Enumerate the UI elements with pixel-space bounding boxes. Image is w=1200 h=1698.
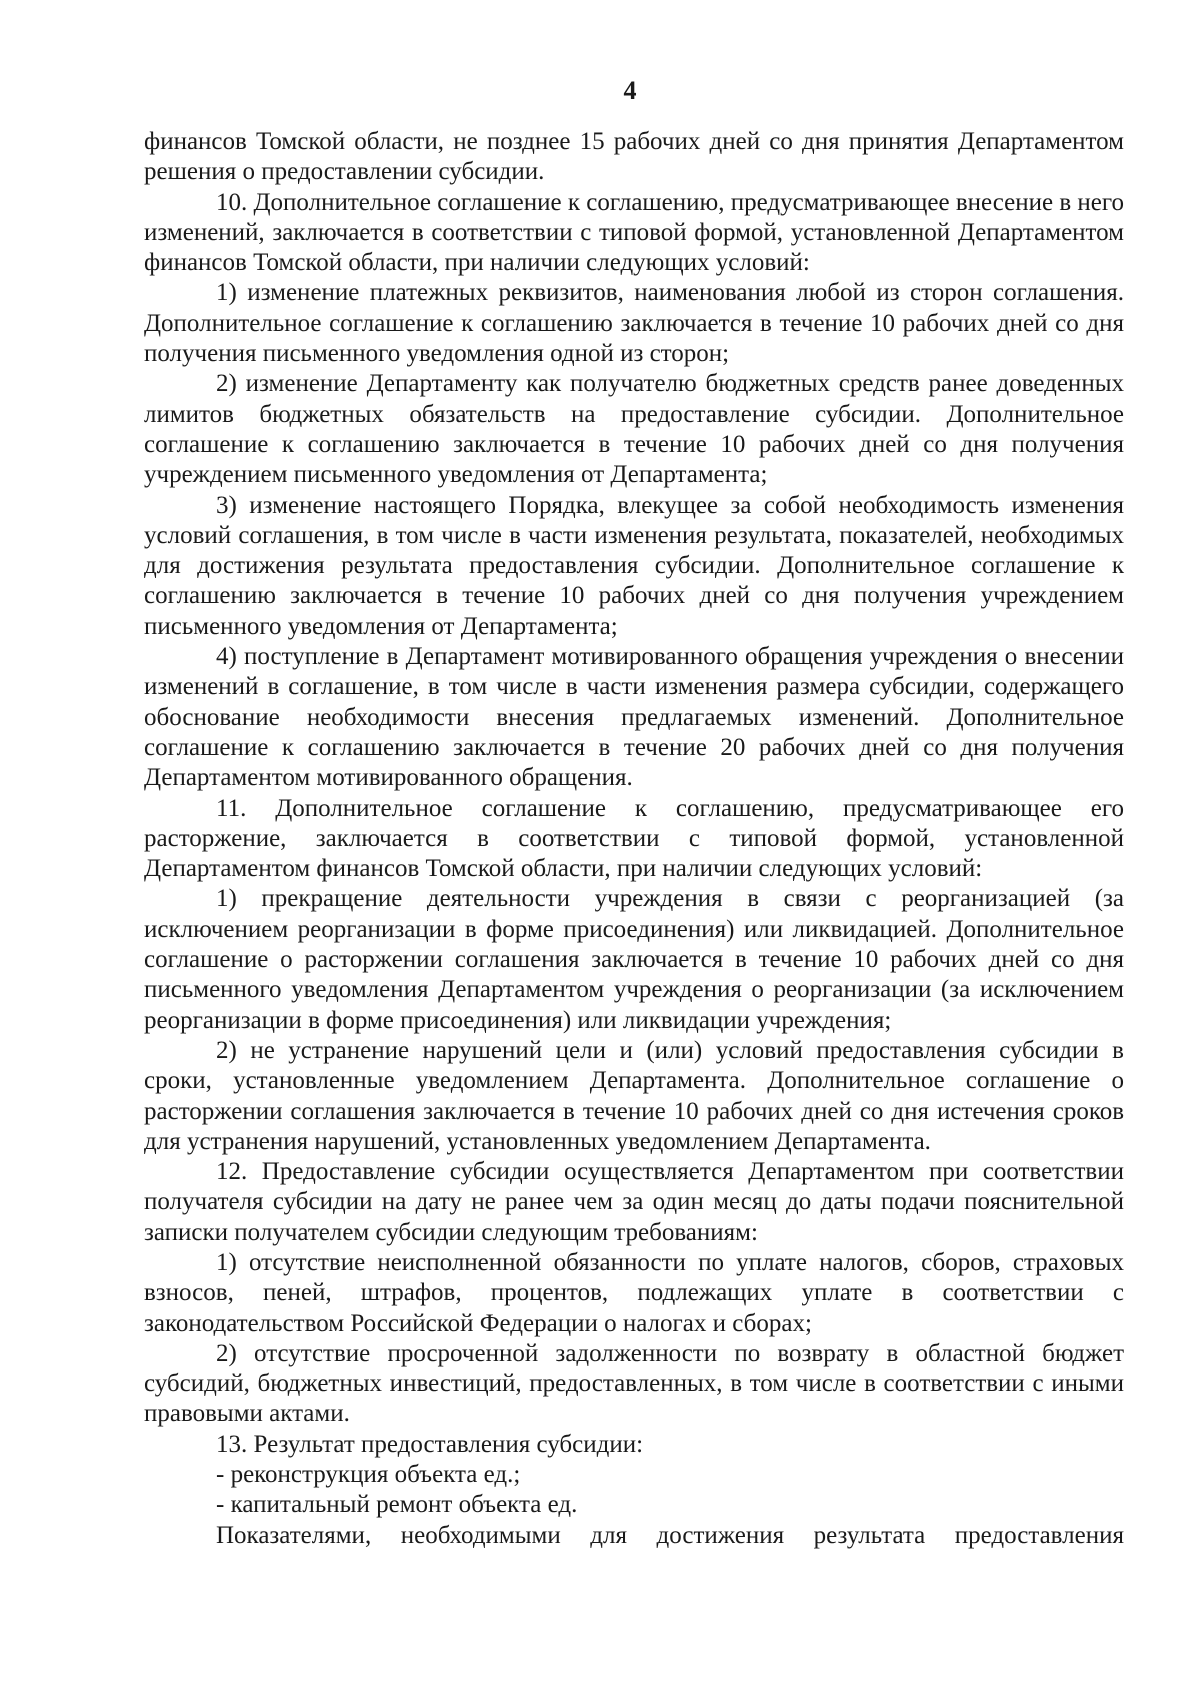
list-item-capital-repair: - капитальный ремонт объекта ед. [216, 1491, 578, 1519]
paragraph-clause-12-item-1: 1) отсутствие неисполненной обязанности по уплате налогов, сборов, страховых взносов, пеней, штрафов, процентов, подлежащих уплате в соответствии с законодательством Российской Федерации о налогах и сборах; [144, 1248, 1124, 1337]
paragraph-clause-12-item-2: 2) отсутствие просроченной задолженности по возврату в областной бюджет субсидий, бюджетных инвестиций, предоставленных, в том числе в соответствии с иными правовыми актами. [144, 1339, 1124, 1428]
paragraph-clause-10: 10. Дополнительное соглашение к соглашению, предусматривающее внесение в него изменений, заключается в соответствии с типовой формой, установленной Департаментом финансов Томской области, при наличии следующих условий: [144, 188, 1124, 277]
paragraph-clause-13: 13. Результат предоставления субсидии: [216, 1430, 644, 1458]
paragraph-continuation: финансов Томской области, не позднее 15 рабочих дней со дня принятия Департаментом решения о предоставлении субсидии. [144, 128, 1124, 186]
page-number: 4 [623, 76, 637, 105]
paragraph-clause-11-item-1: 1) прекращение деятельности учреждения в связи с реорганизацией (за исключением реорганизации в форме присоединения) или ликвидацией. Дополнительное соглашение о расторжении соглашения заключается в течение 10 рабочих дней со дня письменного уведомления Департаментом учреждения о реорганизации (за исключением реорганизации в форме присоединения) или ликвидации учреждения; [144, 885, 1124, 1034]
paragraph-clause-11: 11. Дополнительное соглашение к соглашению, предусматривающее его расторжение, заключается в соответствии с типовой формой, установленной Департаментом финансов Томской области, при наличии следующих условий: [144, 794, 1124, 883]
paragraph-clause-10-item-4: 4) поступление в Департамент мотивированного обращения учреждения о внесении изменений в соглашение, в том числе в части изменения размера субсидии, содержащего обоснование необходимости внесения предлагаемых изменений. Дополнительное соглашение к соглашению заключается в течение 20 рабочих дней со дня получения Департаментом мотивированного обращения. [144, 643, 1124, 792]
paragraph-indicators: Показателями, необходимыми для достижения результата предоставления [216, 1521, 1124, 1549]
document-body [144, 127, 1124, 1551]
paragraph-clause-10-item-3: 3) изменение настоящего Порядка, влекущее за собой необходимость изменения условий соглашения, в том числе в части изменения результата, показателей, необходимых для достижения результата предоставления субсидии. Дополнительное соглашение к соглашению заключается в течение 10 рабочих дней со дня получения учреждением письменного уведомления от Департамента; [144, 491, 1124, 640]
list-item-reconstruction: - реконструкция объекта ед.; [216, 1461, 521, 1489]
paragraph-clause-10-item-1: 1) изменение платежных реквизитов, наименования любой из сторон соглашения. Дополнительное соглашение к соглашению заключается в течение 10 рабочих дней со дня получения письменного уведомления одной из сторон; [144, 279, 1124, 368]
paragraph-clause-10-item-2: 2) изменение Департаменту как получателю бюджетных средств ранее доведенных лимитов бюджетных обязательств на предоставление субсидии. Дополнительное соглашение к соглашению заключается в течение 10 рабочих дней со дня получения учреждением письменного уведомления от Департамента; [144, 370, 1124, 489]
paragraph-clause-11-item-2: 2) не устранение нарушений цели и (или) условий предоставления субсидии в сроки, установленные уведомлением Департамента. Дополнительное соглашение о расторжении соглашения заключается в течение 10 рабочих дней со дня истечения сроков для устранения нарушений, установленных уведомлением Департамента. [144, 1036, 1124, 1155]
paragraph-clause-12: 12. Предоставление субсидии осуществляется Департаментом при соответствии получателя субсидии на дату не ранее чем за один месяц до даты подачи пояснительной записки получателем субсидии следующим требованиям: [144, 1158, 1124, 1246]
